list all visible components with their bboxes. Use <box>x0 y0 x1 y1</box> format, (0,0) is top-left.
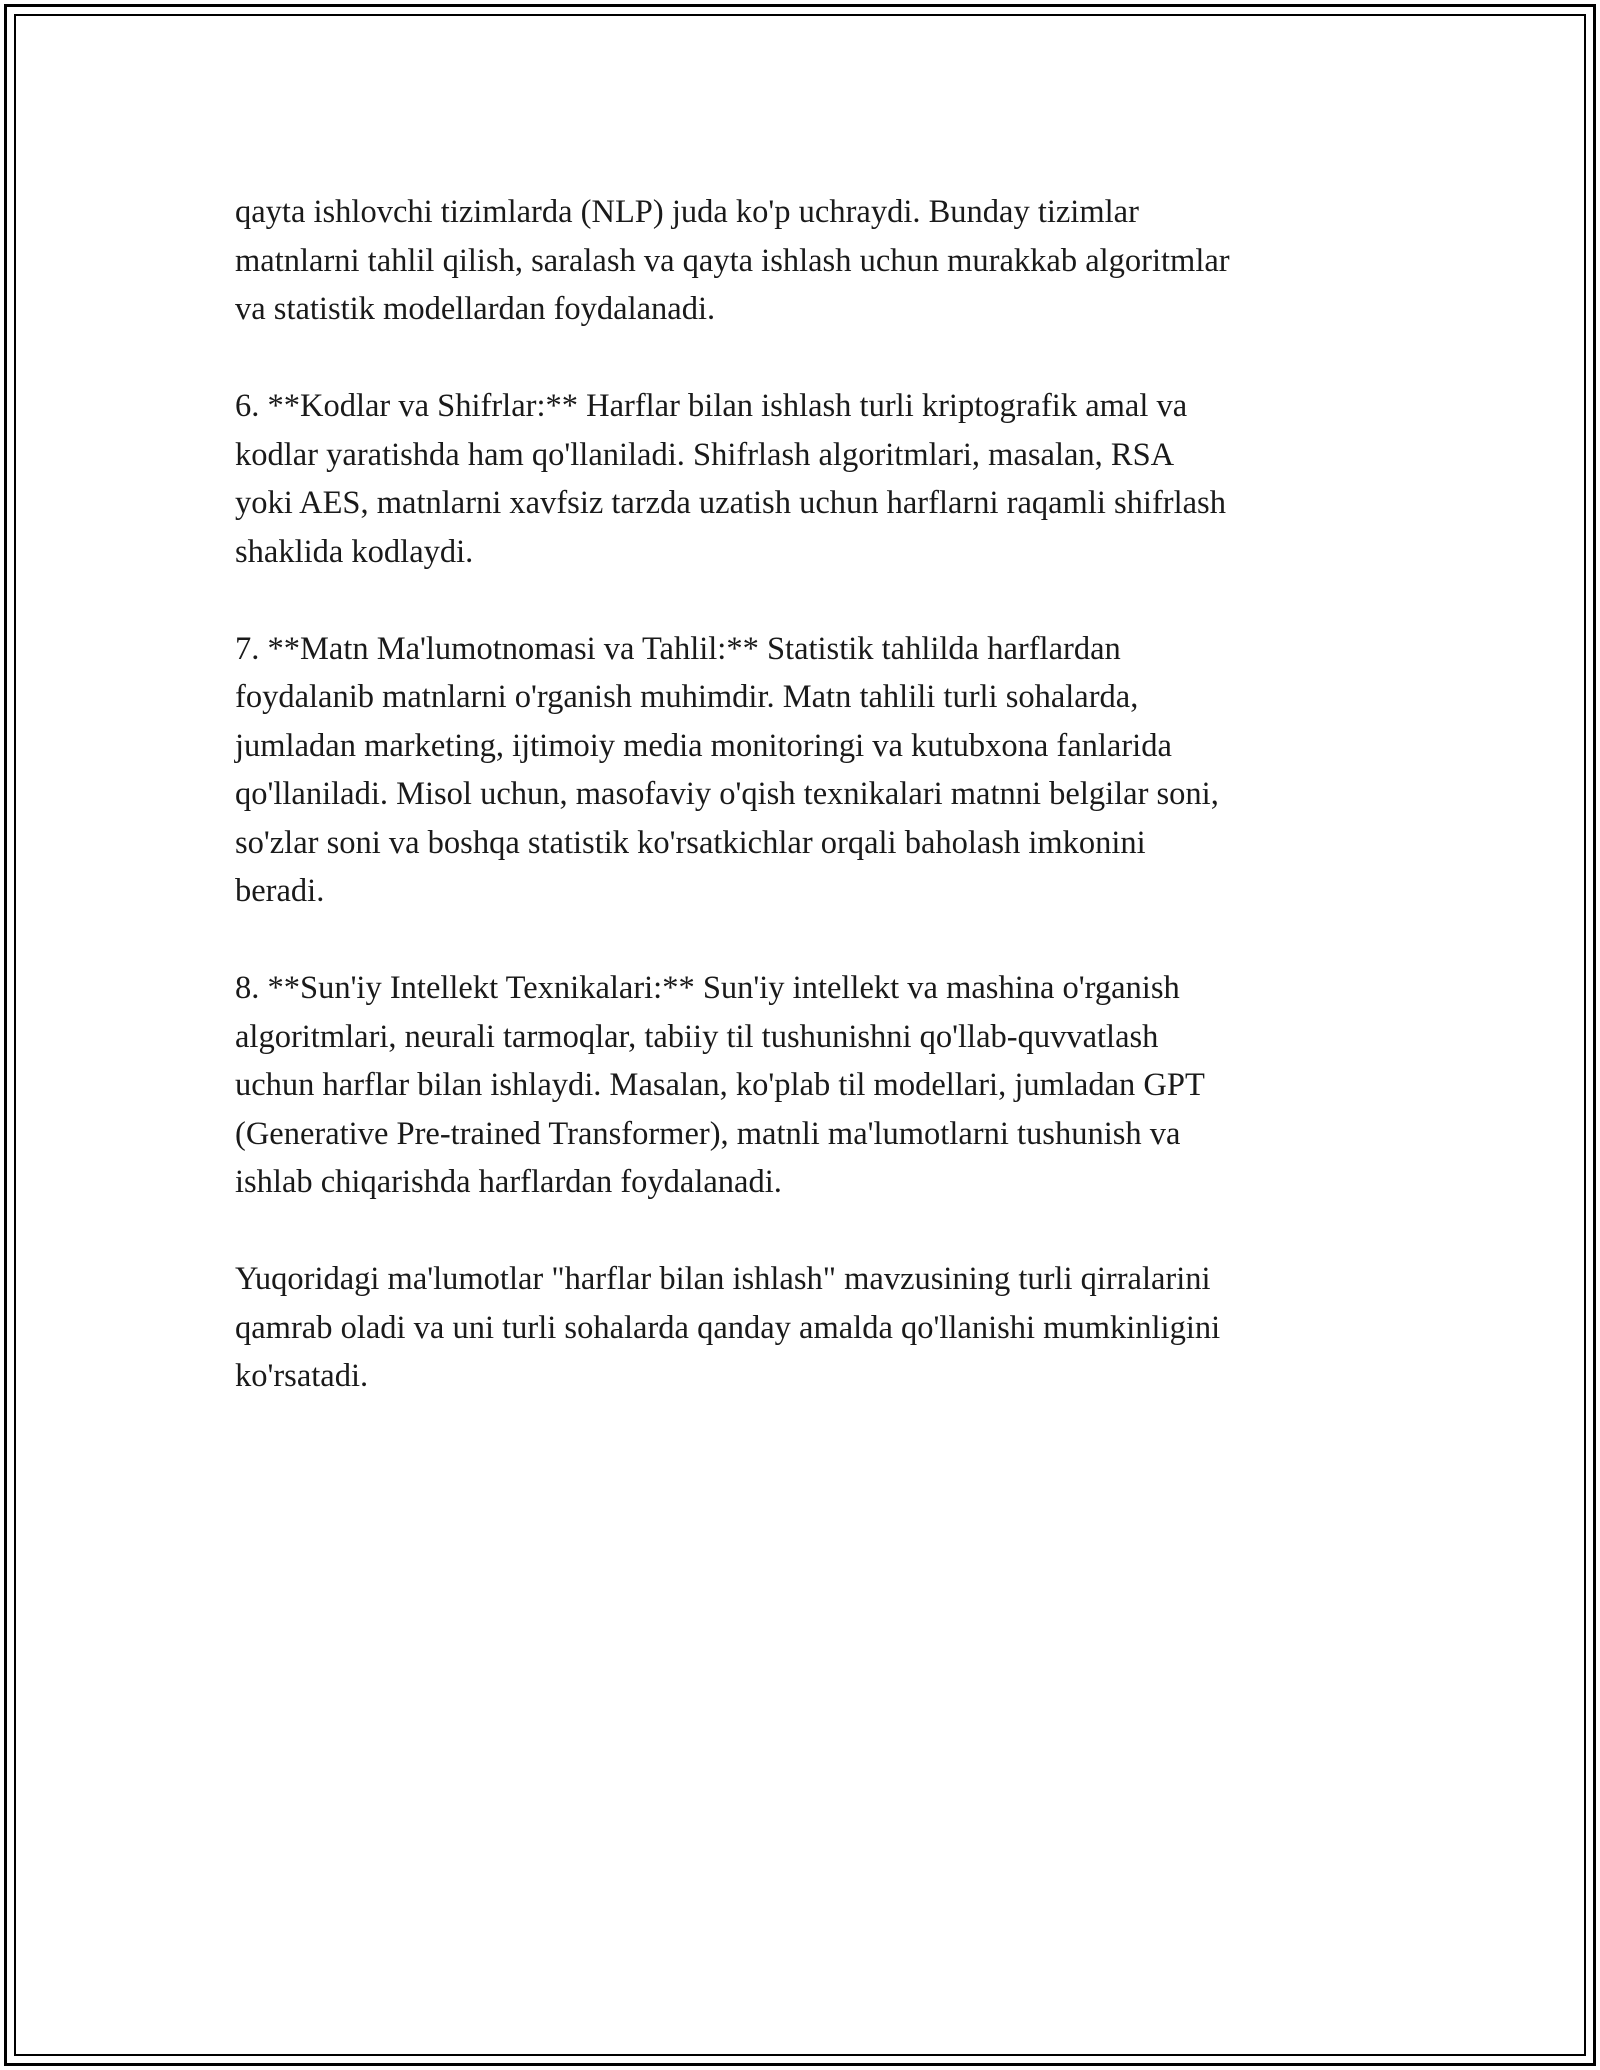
text-line: 7. **Matn Ma'lumotnomasi va Tahlil:** Statistik tahlilda harflardan <box>235 630 1121 667</box>
text-line: shaklida kodlaydi. <box>235 533 474 570</box>
text-line: ishlab chiqarishda harflardan foydalanadi. <box>235 1164 782 1200</box>
text-line: 6. **Kodlar va Shifrlar:** Harflar bilan ishlash turli kriptografik amal va <box>235 388 1188 424</box>
text-line: jumladan marketing, ijtimoiy media monitoringi va kutubxona fanlarida <box>235 727 1172 764</box>
text-line: ko'rsatadi. <box>235 1358 369 1394</box>
text-line: qamrab oladi va uni turli sohalarda qanday amalda qo'llanishi mumkinligini <box>235 1309 1221 1346</box>
paragraph-item-8 <box>235 964 1375 1207</box>
text-line: (Generative Pre-trained Transformer), matnli ma'lumotlarni tushunish va <box>235 1115 1181 1152</box>
paragraph-item-6 <box>235 382 1375 576</box>
text-line: kodlar yaratishda ham qo'llaniladi. Shifrlash algoritmlari, masalan, RSA <box>235 436 1175 473</box>
text-line: qayta ishlovchi tizimlarda (NLP) juda ko'p uchraydi. Bunday tizimlar <box>235 194 1139 230</box>
paragraph-conclusion <box>235 1255 1375 1401</box>
paragraph-nlp-continuation <box>235 188 1375 334</box>
text-line: foydalanib matnlarni o'rganish muhimdir. Matn tahlili turli sohalarda, <box>235 679 1139 715</box>
text-line: uchun harflar bilan ishlaydi. Masalan, ko'plab til modellari, jumladan GPT <box>235 1067 1205 1103</box>
text-line: algoritmlari, neurali tarmoqlar, tabiiy til tushunishni qo'llab-quvvatlash <box>235 1018 1159 1055</box>
document-body <box>235 188 1375 1449</box>
text-line: so'zlar soni va boshqa statistik ko'rsatkichlar orqali baholash imkonini <box>235 824 1146 861</box>
text-line: Yuqoridagi ma'lumotlar "harflar bilan ishlash" mavzusining turli qirralarini <box>235 1261 1211 1297</box>
paragraph-item-7 <box>235 625 1375 916</box>
text-line: beradi. <box>235 873 325 909</box>
text-line: qo'llaniladi. Misol uchun, masofaviy o'qish texnikalari matnni belgilar soni, <box>235 776 1219 812</box>
text-line: yoki AES, matnlarni xavfsiz tarzda uzatish uchun harflarni raqamli shifrlash <box>235 485 1226 521</box>
text-line: va statistik modellardan foydalanadi. <box>235 291 716 327</box>
text-line: matnlarni tahlil qilish, saralash va qayta ishlash uchun murakkab algoritmlar <box>235 242 1230 279</box>
text-line: 8. **Sun'iy Intellekt Texnikalari:** Sun'iy intellekt va mashina o'rganish <box>235 970 1180 1006</box>
